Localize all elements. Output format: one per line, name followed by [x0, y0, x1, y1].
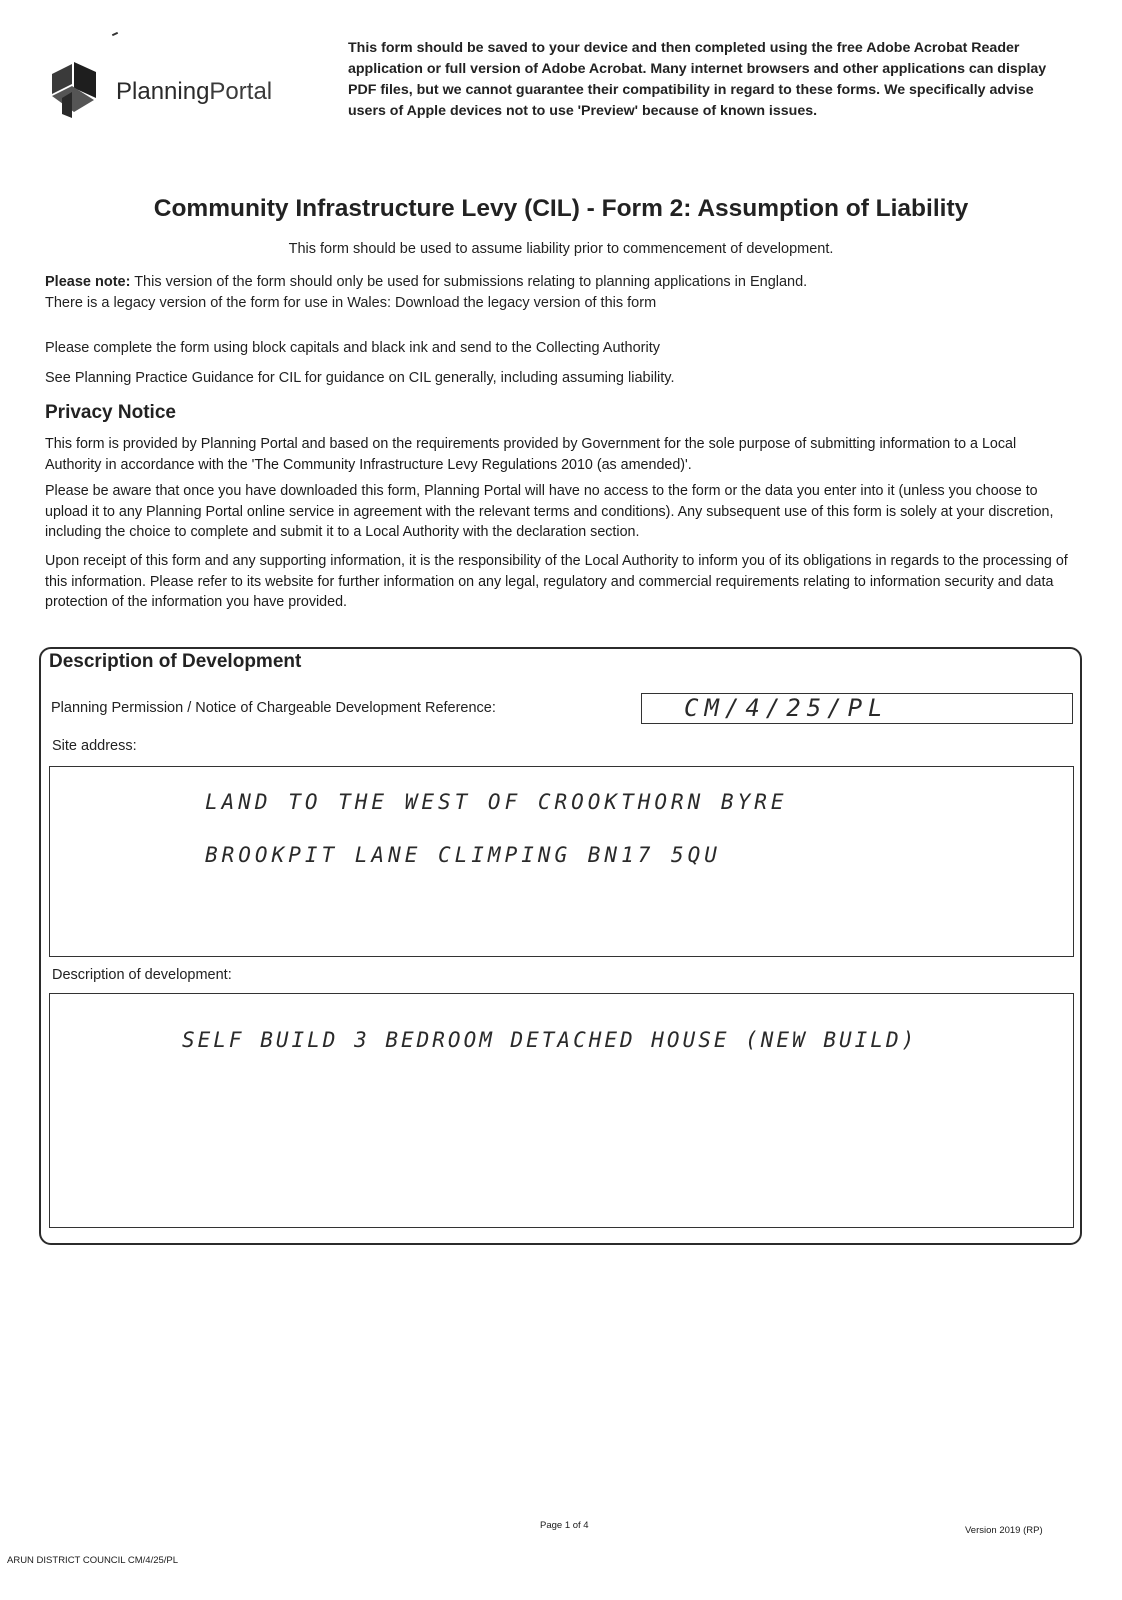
council-reference-stamp: ARUN DISTRICT COUNCIL CM/4/25/PL: [7, 1555, 179, 1566]
description-label: Description of development:: [52, 967, 232, 983]
site-address-line-2: BROOKPIT LANE CLIMPING BN17 5QU: [205, 843, 721, 867]
reference-value: CM/4/25/PL: [684, 694, 889, 722]
please-note: [45, 272, 1085, 314]
logo-text-light: Portal: [209, 78, 273, 105]
scan-speck: [112, 32, 118, 36]
note-label: Please note:: [45, 274, 131, 290]
reference-label: Planning Permission / Notice of Chargeable Development Reference:: [51, 700, 496, 716]
privacy-paragraph-1: This form is provided by Planning Portal and based on the requirements provided by Government for the sole purpose of submitting information to a Local Authority in accordance with the 'The Community Infrastructure Levy Regulations 2010 (as amended)'.: [45, 436, 1017, 473]
site-address-line-1: LAND TO THE WEST OF CROOKTHORN BYRE: [205, 790, 788, 814]
privacy-paragraph-3: Upon receipt of this form and any supporting information, it is the responsibility of the Local Authority to inform you of its obligations in regards to the processing of this information. Please refer to its website for further information on any legal, regulatory and commercial requirements relating to information security and data protection of the information you have provided.: [45, 553, 1068, 610]
adobe-notice: This form should be saved to your device and then completed using the free Adobe Acrobat Reader application or full version of Adobe Acrobat. Many internet browsers and other applications can display PDF files, but we cannot guarantee their compatibility in regard to these forms. We specifically advise users of Apple devices not to use 'Preview' because of known issues.: [348, 40, 1047, 119]
planning-portal-logo-icon: [48, 58, 104, 120]
form-title: Community Infrastructure Levy (CIL) - Form 2: Assumption of Liability: [153, 195, 969, 222]
guidance-link-text[interactable]: See Planning Practice Guidance for CIL for guidance on CIL generally, including assuming liability.: [45, 370, 675, 386]
note-text: This version of the form should only be used for submissions relating to planning applications in England.: [130, 274, 808, 290]
site-address-label: Site address:: [52, 738, 137, 754]
planning-portal-logo: [48, 58, 308, 124]
page-number: Page 1 of 4: [540, 1520, 589, 1531]
legacy-form-note[interactable]: There is a legacy version of the form for use in Wales: Download the legacy version of this form: [45, 295, 657, 311]
section-title: Description of Development: [49, 651, 302, 672]
privacy-notice-title: Privacy Notice: [45, 402, 176, 423]
logo-text-bold: Planning: [116, 78, 210, 105]
version-label: Version 2019 (RP): [965, 1525, 1043, 1536]
description-value: SELF BUILD 3 BEDROOM DETACHED HOUSE (NEW BUILD): [182, 1028, 918, 1052]
privacy-paragraph-2: Please be aware that once you have downloaded this form, Planning Portal will have no access to the form or the data you enter into it (unless you choose to upload it to any Planning Portal online service in agreement with the relevant terms and conditions). Any subsequent use of this form is solely at your discretion, including the choice to complete and submit it to a Local Authority with the declaration section.: [45, 483, 1054, 540]
form-subtitle: This form should be used to assume liability prior to commencement of development.: [288, 241, 834, 257]
complete-instruction: Please complete the form using block capitals and black ink and send to the Collecting Authority: [45, 340, 660, 356]
logo-wordmark: [116, 78, 272, 106]
